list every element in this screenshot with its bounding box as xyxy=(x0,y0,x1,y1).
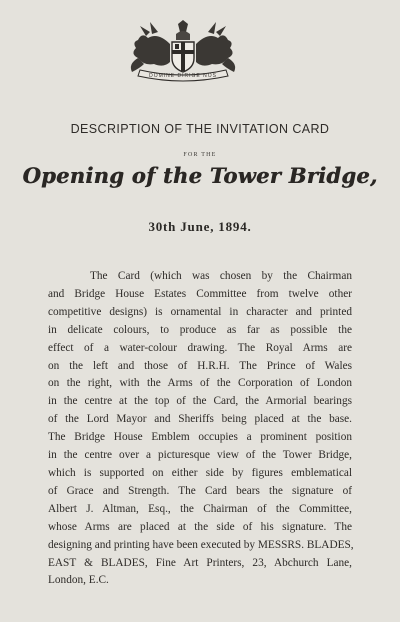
paragraph-line: EAST & BLADES, Fine Art Printers, 23, Abchurch Lane, xyxy=(48,556,352,569)
paragraph-line: of Grace and Strength. The Card bears the signature of xyxy=(48,484,352,497)
crest-motto: DOMINE DIRIGE NOS xyxy=(149,73,217,79)
description-paragraph xyxy=(48,268,352,590)
paragraph-line: London, E.C. xyxy=(48,574,109,587)
paragraph-line: which is supported on either side by figures emblematical xyxy=(48,466,352,479)
paragraph-line: in delicate colours, to produce as far as possible the xyxy=(48,323,352,336)
for-the-label: FOR THE xyxy=(183,152,217,158)
paragraph-line: designing and printing have been executed by MESSRS. BLADES, xyxy=(48,538,354,551)
document-heading: DESCRIPTION OF THE INVITATION CARD xyxy=(70,122,330,136)
paragraph-line: on the left and those of H.R.H. The Prince of Wales xyxy=(48,359,352,372)
event-date: 30th June, 1894. xyxy=(148,219,252,234)
city-of-london-crest-icon xyxy=(118,18,248,88)
paragraph-line: The Card (which was chosen by the Chairman xyxy=(90,270,352,282)
paragraph-line: effect of a water-colour drawing. The Royal Arms are xyxy=(48,341,352,354)
paragraph-line: Albert J. Altman, Esq., the Chairman of the Committee, xyxy=(48,502,352,515)
event-title: Opening of the Tower Bridge, xyxy=(22,163,378,188)
paragraph-line: in the centre over a picturesque view of the Tower Bridge, xyxy=(48,449,352,462)
paragraph-line: whose Arms are placed at the side of his signature. The xyxy=(48,520,352,533)
paragraph-line: on the right, with the Arms of the Corporation of London xyxy=(48,377,352,390)
paragraph-line: of the Lord Mayor and Sheriffs being placed at the base. xyxy=(48,413,352,426)
paragraph-line: competitive designs) is ornamental in character and printed xyxy=(48,305,352,318)
paragraph-line: in the centre at the top of the Card, the Armorial bearings xyxy=(48,395,352,408)
paragraph-line: and Bridge House Estates Committee from twelve other xyxy=(48,287,352,300)
paragraph-line: The Bridge House Emblem occupies a prominent position xyxy=(48,431,352,444)
